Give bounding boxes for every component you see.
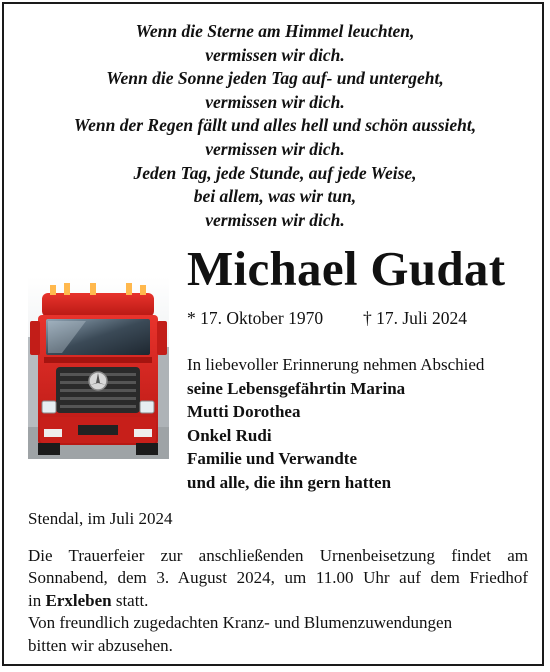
mourners-intro: In liebevoller Erinnerung nehmen Abschied	[187, 355, 485, 374]
poem-line: vermissen wir dich.	[205, 91, 345, 112]
mourner-name: seine Lebensgefährtin Marina	[187, 378, 406, 398]
info-text: statt.	[115, 590, 149, 610]
info-line-location	[28, 590, 528, 612]
mourner-name: Onkel Rudi	[187, 425, 272, 445]
info-line: Die Trauerfeier zur anschließenden Urnenbeisetzung findet am	[28, 546, 528, 565]
poem-line: Jeden Tag, jede Stunde, auf jede Weise,	[133, 162, 417, 183]
poem	[4, 20, 546, 232]
info-line: Sonnabend, dem 3. August 2024, um 11.00 Uhr auf dem Friedhof	[28, 568, 528, 588]
poem-line: Wenn die Sterne am Himmel leuchten,	[135, 21, 415, 41]
info-line: Von freundlich zugedachten Kranz- und Blumenzuwendungen	[28, 613, 453, 633]
deceased-name: Michael Gudat	[187, 241, 506, 296]
poem-line: vermissen wir dich.	[205, 138, 345, 159]
info-place: Erxleben	[45, 590, 112, 610]
info-text: in	[28, 590, 42, 610]
poem-line: Wenn die Sonne jeden Tag auf- und untergeht,	[106, 68, 444, 89]
mourner-name: und alle, die ihn gern hatten	[187, 472, 392, 492]
info-line: bitten wir abzusehen.	[28, 635, 173, 655]
death-date: † 17. Juli 2024	[363, 308, 468, 328]
poem-line: vermissen wir dich.	[205, 209, 345, 230]
poem-line: bei allem, was wir tun,	[193, 186, 357, 207]
mourners-block	[187, 353, 484, 494]
birth-date: * 17. Oktober 1970	[187, 308, 324, 328]
place-date: Stendal, im Juli 2024	[28, 509, 173, 528]
mourner-name: Mutti Dorothea	[187, 402, 301, 421]
mourner-name: Familie und Verwandte	[187, 449, 358, 468]
notice-frame	[2, 2, 544, 666]
truck-cab	[30, 283, 167, 455]
funeral-info	[28, 545, 528, 657]
poem-line: vermissen wir dich.	[205, 44, 345, 65]
life-dates	[187, 308, 468, 329]
poem-line: Wenn der Regen fällt und alles hell und schön aussieht,	[73, 115, 477, 136]
truck-photo	[28, 277, 169, 459]
